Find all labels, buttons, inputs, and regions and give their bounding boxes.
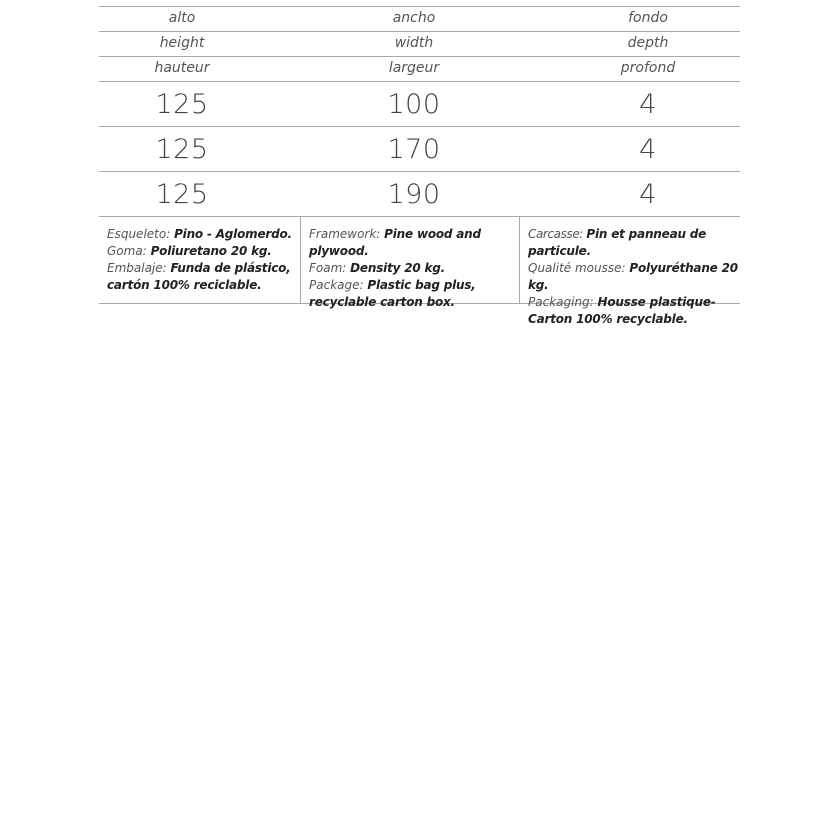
depth-value: 4 (639, 179, 657, 210)
header-depth-es: fondo (628, 10, 668, 26)
header-height-es: alto (168, 10, 196, 26)
framework-value: Pine wood and plywood. (309, 227, 481, 258)
header-row-fr (99, 56, 740, 82)
framework-value: Pino - Aglomerdo. (174, 227, 292, 241)
framework-label: Framework: (309, 227, 381, 241)
table-row (99, 82, 740, 127)
header-row-en (99, 31, 740, 56)
header-width-es: ancho (392, 10, 436, 26)
package-value: Plastic bag plus, (367, 278, 476, 292)
package-label: Embalaje: (107, 261, 167, 275)
header-row-es (99, 6, 740, 31)
framework-value: Pin et panneau de particule. (528, 227, 707, 258)
foam-value: Polyuréthane 20 kg. (528, 261, 738, 292)
package-value-line2: cartón 100% reciclable. (107, 278, 262, 292)
dimensions-table (99, 6, 740, 326)
height-value: 125 (155, 89, 209, 120)
specs-spanish (99, 217, 300, 303)
specs-french (519, 217, 740, 326)
framework-label: Carcasse: (528, 227, 583, 241)
foam-value: Density 20 kg. (350, 261, 446, 275)
header-width-en: width (394, 35, 434, 51)
header-width-fr: largeur (388, 60, 440, 76)
depth-value: 4 (639, 89, 657, 120)
width-value: 190 (387, 179, 441, 210)
package-value: Funda de plástico, (170, 261, 291, 275)
header-depth-fr: profond (620, 60, 676, 76)
height-value: 125 (155, 179, 209, 210)
package-label: Packaging: (528, 295, 594, 309)
table-row (99, 127, 740, 172)
header-height-fr: hauteur (154, 60, 210, 76)
package-label: Package: (309, 278, 364, 292)
width-value: 100 (387, 89, 441, 120)
header-depth-en: depth (627, 35, 669, 51)
materials-specs (99, 217, 740, 326)
header-height-en: height (159, 35, 205, 51)
foam-label: Goma: (107, 244, 147, 258)
foam-value: Poliuretano 20 kg. (150, 244, 272, 258)
foam-label: Qualité mousse: (528, 261, 626, 275)
foam-label: Foam: (309, 261, 347, 275)
specs-english (300, 217, 519, 309)
framework-label: Esqueleto: (107, 227, 171, 241)
width-value: 170 (387, 134, 441, 165)
height-value: 125 (155, 134, 209, 165)
package-value-line2: recyclable carton box. (309, 295, 455, 309)
package-value: Housse plastique- (597, 295, 716, 309)
table-row (99, 172, 740, 217)
package-value-line2: Carton 100% recyclable. (528, 312, 688, 326)
depth-value: 4 (639, 134, 657, 165)
